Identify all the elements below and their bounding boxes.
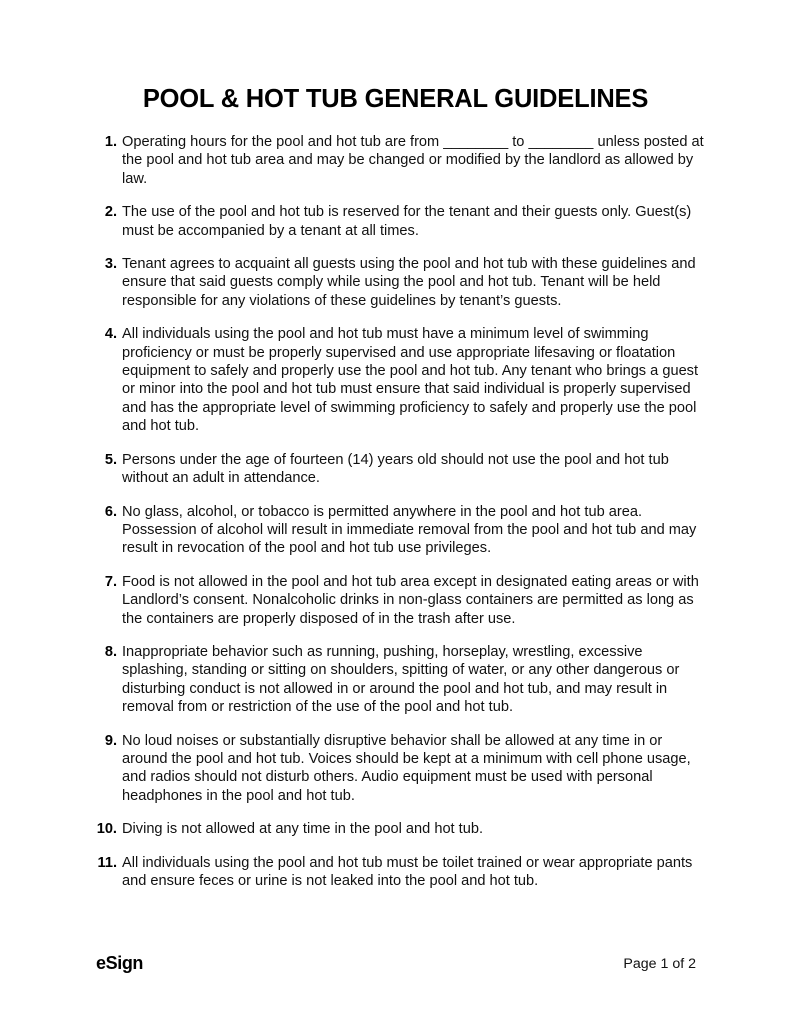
- clause-text: All individuals using the pool and hot tub must have a minimum level of swimming proficiency or must be properly supervised and use appropriate lifesaving or floatation equipment to safely and properly use the pool and hot tub. Any tenant who brings a guest or minor into the pool and hot tub must ensure that said individual is properly supervised and has the appropriate level of swimming proficiency to safely and properly use the pool and hot tub.: [122, 326, 699, 435]
- clause-text: Tenant agrees to acquaint all guests using the pool and hot tub with these guidelines and ensure that said guests comply while using the pool and hot tub. Tenant will be held responsible for any violations of these guidelines by tenant’s guests.: [122, 256, 696, 309]
- clause-text: Inappropriate behavior such as running, pushing, horseplay, wrestling, excessive splashing, standing or sitting on shoulders, spitting of water, or any other dangerous or disturbing conduct is not allowed in or around the pool and hot tub, and may result in removal from or restriction of the use of the pool and hot tub.: [122, 643, 680, 716]
- clause-text: No glass, alcohol, or tobacco is permitted anywhere in the pool and hot tub area. Possession of alcohol will result in immediate removal from the pool and hot tub and may result in revocation of the pool and hot tub use privileges.: [122, 503, 697, 557]
- clause-text: Food is not allowed in the pool and hot tub area except in designated eating areas or with Landlord’s consent. Nonalcoholic drinks in non-glass containers are permitted as long as the containers are properly disposed of in the trash after use.: [122, 573, 699, 627]
- list-item: [90, 325, 704, 435]
- clause-text: Persons under the age of fourteen (14) years old should not use the pool and hot tub without an adult in attendance.: [122, 451, 669, 487]
- list-item: [90, 503, 704, 558]
- clause-number: 9.: [104, 732, 117, 749]
- clause-text: All individuals using the pool and hot tub must be toilet trained or wear appropriate pants and ensure feces or urine is not leaked into the pool and hot tub.: [122, 854, 693, 889]
- clause-number: 8.: [104, 643, 117, 660]
- clause-number: 4.: [104, 326, 117, 343]
- clause-text: Operating hours for the pool and hot tub are from ________ to ________ unless posted at the pool and hot tub area and may be changed or modified by the landlord as allowed by law.: [122, 134, 704, 187]
- clause-number: 5.: [104, 451, 117, 468]
- list-item: [90, 133, 704, 188]
- page-title: POOL & HOT TUB GENERAL GUIDELINES: [142, 85, 649, 113]
- list-item: [90, 203, 704, 240]
- clause-text: The use of the pool and hot tub is reserved for the tenant and their guests only. Guest(s) must be accompanied by a tenant at all times.: [122, 204, 692, 239]
- page-footer: [90, 952, 704, 982]
- clause-number: 6.: [104, 503, 117, 520]
- esign-logo: eSign: [96, 953, 144, 973]
- clause-number: 2.: [104, 204, 117, 221]
- guidelines-list: [90, 133, 704, 905]
- list-item: [90, 643, 704, 717]
- page-number: Page 1 of 2: [623, 956, 696, 972]
- clause-text: No loud noises or substantially disruptive behavior shall be allowed at any time in or around the pool and hot tub. Voices should be kept at a minimum with cell phone usage, and radios should not disturb others. Audio equipment must be used with personal headphones in the pool and hot tub.: [122, 732, 691, 804]
- clause-number: 1.: [104, 134, 117, 150]
- list-item: [90, 451, 704, 488]
- clause-text: Diving is not allowed at any time in the pool and hot tub.: [122, 821, 484, 838]
- clause-number: 10.: [96, 821, 117, 838]
- list-item: [90, 732, 704, 806]
- clause-number: 7.: [104, 573, 117, 590]
- clause-number: 11.: [97, 854, 117, 871]
- list-item: [90, 854, 704, 891]
- list-item: [90, 820, 704, 838]
- clause-number: 3.: [104, 256, 117, 273]
- list-item: [90, 255, 704, 310]
- list-item: [90, 573, 704, 628]
